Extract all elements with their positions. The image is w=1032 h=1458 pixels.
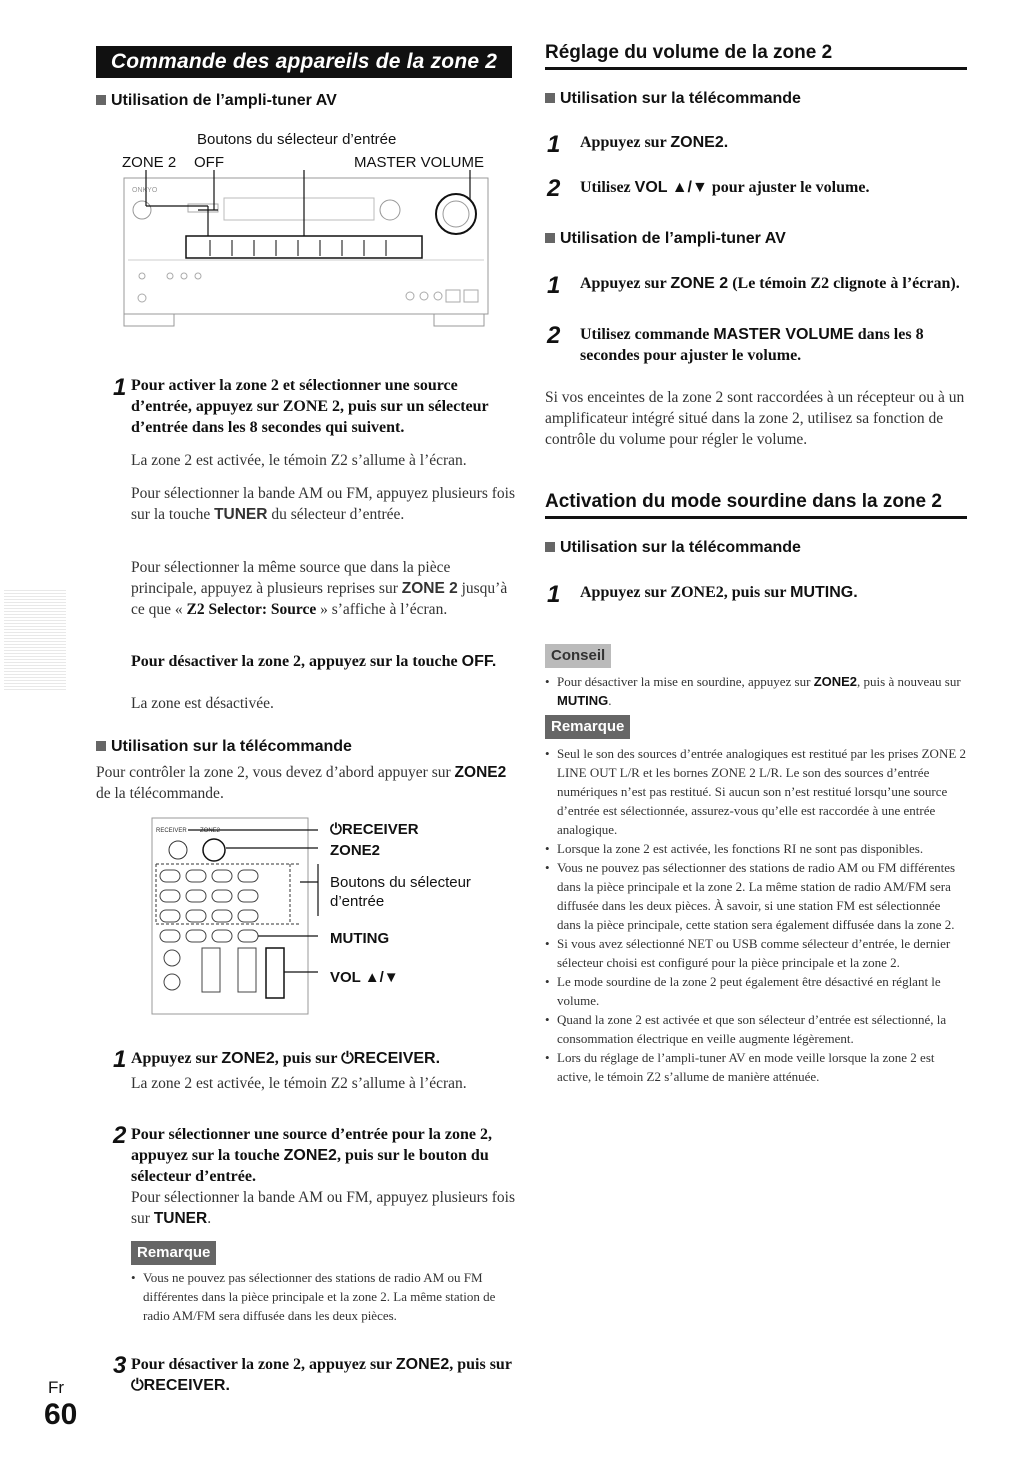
remarque-notes-right	[545, 744, 967, 1086]
label-remote-buttons-1: Boutons du sélecteur	[330, 874, 471, 891]
remote-intro: Pour contrôler la zone 2, vous devez d’abord appuyer sur ZONE2 de la télécommande.	[96, 764, 507, 802]
subheading-amp: Utilisation de l’ampli-tuner AV	[96, 92, 337, 110]
remarque-tag-right: Remarque	[545, 715, 630, 739]
remote-step3-instruction: Pour désactiver la zone 2, appuyez sur ZONE2, puis sur ⏻RECEIVER.	[131, 1356, 512, 1394]
margin-texture	[4, 590, 66, 690]
svg-text:ZONE2: ZONE2	[200, 828, 221, 834]
remote-step1-result: La zone 2 est activée, le témoin Z2 s’allume à l’écran.	[131, 1075, 467, 1092]
note-item: • Quand la zone 2 est activée et que son sélecteur d’entrée est sélectionné, la consommation électrique en veille augmente légèrement.	[545, 1010, 967, 1048]
label-master-volume: MASTER VOLUME	[354, 154, 485, 171]
step-number-1: 1	[113, 374, 127, 401]
note-item: • Le mode sourdine de la zone 2 peut également être désactivé en réglant le volume.	[545, 972, 967, 1010]
heading-volume: Réglage du volume de la zone 2	[545, 42, 833, 63]
remarque-notes-left	[131, 1268, 516, 1325]
remote-step-number-2: 2	[113, 1122, 127, 1149]
remote-control-illustration	[150, 816, 332, 1016]
remarque-tag-left: Remarque	[131, 1241, 216, 1265]
subheading-remote-mute: Utilisation sur la télécommande	[545, 539, 801, 557]
step1-result: La zone 2 est activée, le témoin Z2 s’allume à l’écran.	[131, 452, 467, 469]
page-number: 60	[44, 1398, 78, 1431]
volume-step2: Utilisez VOL ▲/▼ pour ajuster le volume.	[580, 179, 870, 196]
volume-step-number-2: 2	[547, 175, 561, 202]
label-muting: MUTING	[330, 930, 390, 947]
label-remote-buttons-2: d’entrée	[330, 893, 385, 910]
volume-step1: Appuyez sur ZONE2.	[580, 134, 729, 151]
heading-rule-2	[545, 516, 967, 519]
note-item: • Vous ne pouvez pas sélectionner des stations de radio AM ou FM différentes dans la pièce principale et la zone 2. La même station de radio AM/FM sera diffusée dans les deux pièces.	[131, 1268, 516, 1325]
off-result: La zone est désactivée.	[131, 695, 274, 712]
volume-step-number-1: 1	[547, 131, 561, 158]
conseil-tag: Conseil	[545, 644, 611, 668]
amp-step-number-1: 1	[547, 272, 561, 299]
section-banner: Commande des appareils de la zone 2	[96, 46, 512, 78]
label-input-buttons: Boutons du sélecteur d’entrée	[197, 131, 397, 148]
note-item: • Pour désactiver la mise en sourdine, appuyez sur ZONE2, puis à nouveau sur MUTING.	[545, 672, 967, 710]
remote-step2-instruction: Pour sélectionner une source d’entrée pour la zone 2, appuyez sur la touche ZONE2, puis sur le bouton du sélecteur d’entrée.	[131, 1126, 492, 1185]
label-off: OFF	[194, 154, 224, 171]
step1-same-source-note: Pour sélectionner la même source que dans la pièce principale, appuyez à plusieurs reprises sur ZONE 2 jusqu’à ce que « Z2 Selector: Source » s’affiche à l’écran.	[131, 559, 508, 618]
note-item: • Lors du réglage de l’ampli-tuner AV en mode veille lorsque la zone 2 est active, le témoin Z2 s’allume de manière atténuée.	[545, 1048, 967, 1086]
note-item: • Vous ne pouvez pas sélectionner des stations de radio AM ou FM différentes dans la pièce principale et la zone 2. La même station de radio AM/FM sera diffusée dans les deux pièces. À savoir, si une station FM est sélectionnée dans la pièce principale, cette station sera également diffusée dans la zone 2.	[545, 858, 967, 934]
amp-step2: Utilisez commande MASTER VOLUME dans les 8 secondes pour ajuster le volume.	[580, 326, 924, 364]
label-receiver: ⏻RECEIVER	[330, 821, 419, 838]
zone2-speaker-paragraph: Si vos enceintes de la zone 2 sont raccordées à un récepteur ou à un amplificateur intégré situé dans la zone 2, utilisez sa fonction de contrôle du volume pour régler le volume.	[545, 389, 965, 448]
step1-tuner-note: Pour sélectionner la bande AM ou FM, appuyez plusieurs fois sur la touche TUNER du sélecteur d’entrée.	[131, 485, 515, 523]
mute-step1: Appuyez sur ZONE2, puis sur MUTING.	[580, 584, 858, 601]
note-item: • Si vous avez sélectionné NET ou USB comme sélecteur d’entrée, le dernier sélecteur choisi est configuré pour la pièce principale et la zone 2.	[545, 934, 967, 972]
mute-step-number-1: 1	[547, 581, 561, 608]
remote-step2-tuner-note: Pour sélectionner la bande AM ou FM, appuyez plusieurs fois sur TUNER.	[131, 1189, 515, 1227]
note-item: • Seul le son des sources d’entrée analogiques est restitué par les prises ZONE 2 LINE OUT L/R et les bornes ZONE 2 L/R. Le son des sources d’entrée numériques n’est pas restitué. Si aucun son n’est restitué lorsqu’une source d’entrée est sélectionnée, assurez-vous qu’elle est raccordée à une entrée analogique.	[545, 744, 967, 839]
svg-text:RECEIVER: RECEIVER	[156, 828, 187, 834]
subheading-amp-volume: Utilisation de l’ampli-tuner AV	[545, 230, 786, 248]
label-zone2: ZONE 2	[122, 154, 177, 171]
step1-instruction: Pour activer la zone 2 et sélectionner une source d’entrée, appuyez sur ZONE 2, puis sur un sélecteur d’entrée dans les 8 secondes qui suivent.	[131, 377, 489, 436]
subheading-remote: Utilisation sur la télécommande	[96, 738, 352, 756]
conseil-notes	[545, 672, 967, 710]
remote-step-number-3: 3	[113, 1352, 127, 1379]
label-remote-zone2: ZONE2	[330, 842, 381, 859]
label-vol: VOL ▲/▼	[330, 969, 399, 986]
amp-step1: Appuyez sur ZONE 2 (Le témoin Z2 clignote à l’écran).	[580, 275, 960, 292]
amp-step-number-2: 2	[547, 322, 561, 349]
receiver-front-panel-illustration	[118, 170, 498, 332]
brand-logo: ONKYO	[132, 187, 158, 194]
off-instruction: Pour désactiver la zone 2, appuyez sur la touche OFF.	[131, 653, 497, 670]
remote-step1-instruction: Appuyez sur ZONE2, puis sur ⏻RECEIVER.	[131, 1050, 441, 1067]
subheading-remote-volume: Utilisation sur la télécommande	[545, 90, 801, 108]
remote-step-number-1: 1	[113, 1046, 127, 1073]
heading-rule	[545, 67, 967, 70]
note-item: • Lorsque la zone 2 est activée, les fonctions RI ne sont pas disponibles.	[545, 839, 967, 858]
language-code: Fr	[48, 1378, 65, 1397]
heading-mute: Activation du mode sourdine dans la zone 2	[545, 491, 942, 512]
